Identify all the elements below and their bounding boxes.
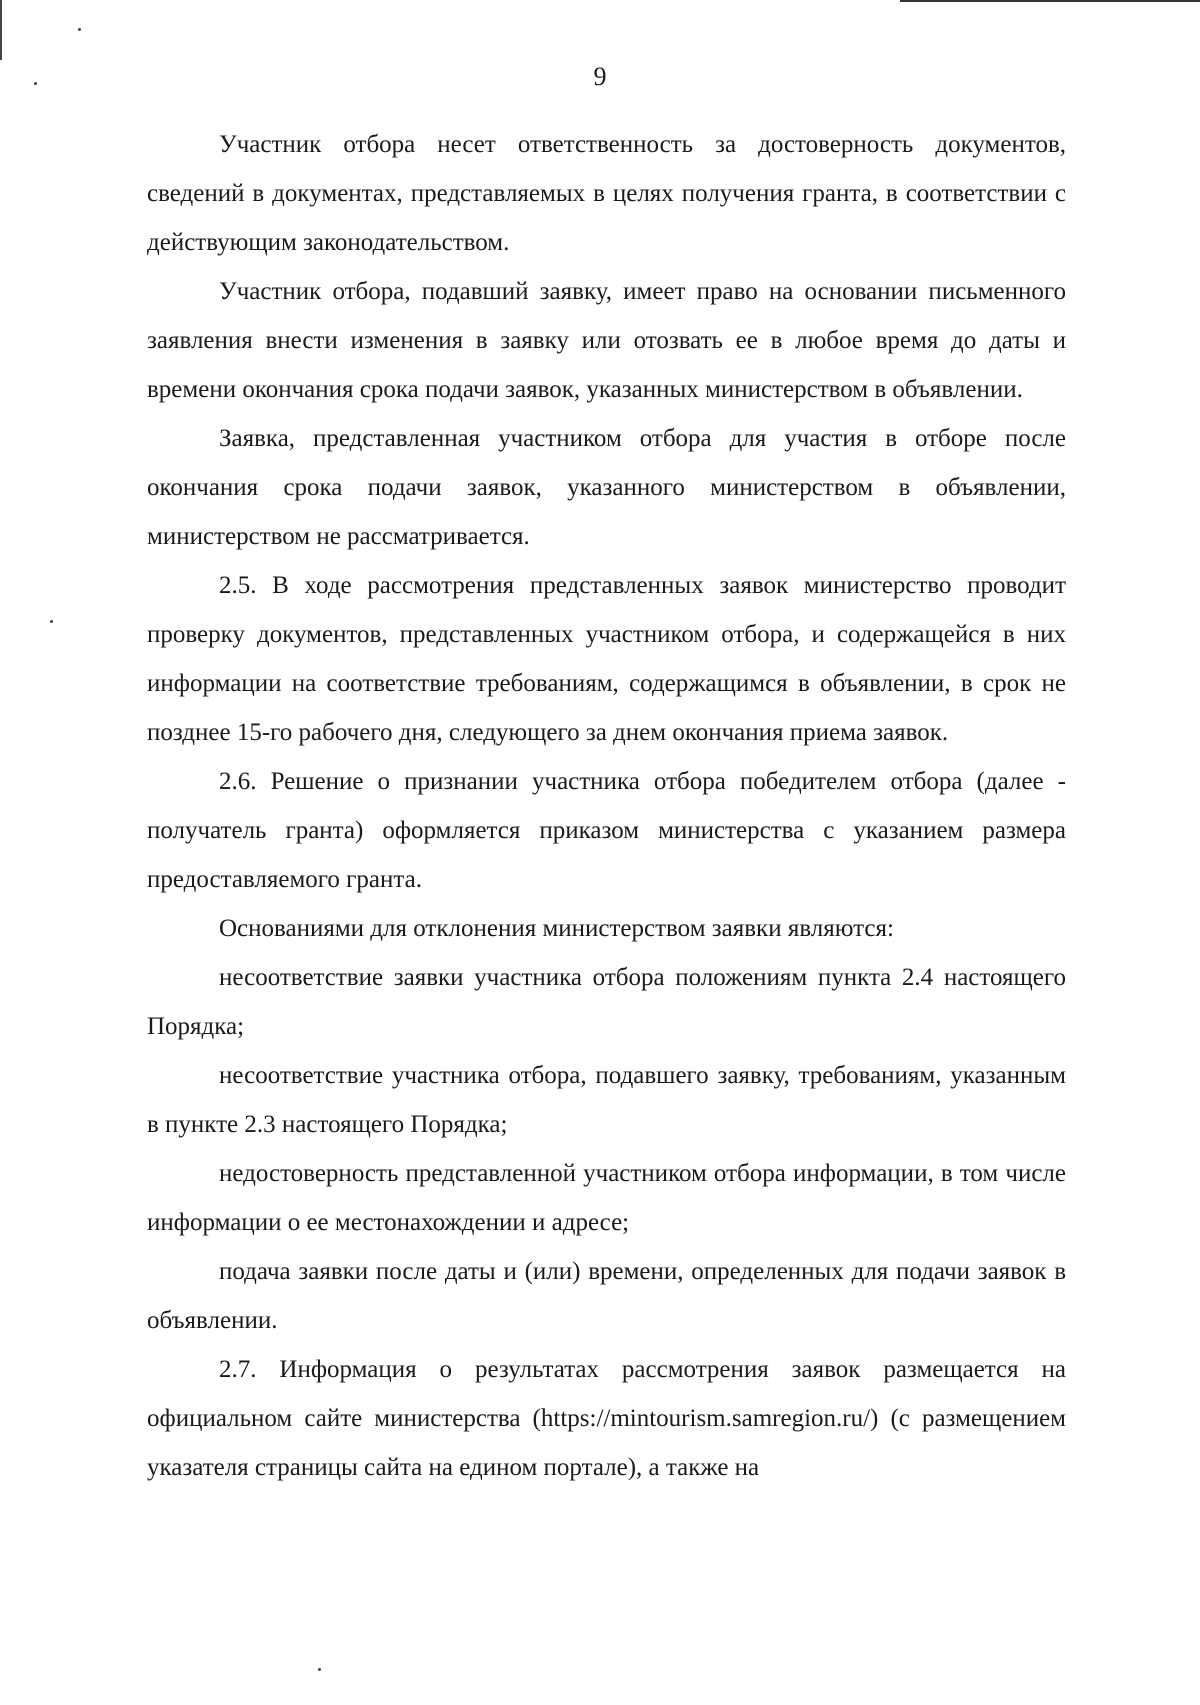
scan-speck xyxy=(50,620,53,623)
scan-speck xyxy=(318,1668,321,1671)
list-item-ground-4: подача заявки после даты и (или) времени, определенных для подачи заявок в объявлении. xyxy=(147,1258,1066,1334)
scan-speck xyxy=(78,28,81,31)
scan-edge-top xyxy=(900,0,1200,2)
scan-edge-left xyxy=(0,0,2,60)
paragraph-clause-2-5: 2.5. В ходе рассмотрения представленных заявок министерство проводит проверку документов, представленных участником отбора, и содержащейся в них информации на соответствие требованиям, содержащимся в объявлении, в срок не позднее 15-го рабочего дня, следующего за днем окончания приема заявок. xyxy=(147,572,1066,746)
document-body xyxy=(147,120,1066,1492)
paragraph-responsibility: Участник отбора несет ответственность за достоверность документов, сведений в документах, представляемых в целях получения гранта, в соответствии с действующим законодательством. xyxy=(147,131,1066,256)
paragraph-late-application: Заявка, представленная участником отбора для участия в отборе после окончания срока подачи заявок, указанного министерством в объявлении, министерством не рассматривается. xyxy=(147,425,1066,550)
list-item-ground-3: недостоверность представленной участником отбора информации, в том числе информации о ее местонахождении и адресе; xyxy=(147,1160,1066,1236)
paragraph-clause-2-6: 2.6. Решение о признании участника отбора победителем отбора (далее - получатель гранта) оформляется приказом министерства с указанием размера предоставляемого гранта. xyxy=(147,768,1066,893)
page-number: 9 xyxy=(593,62,607,91)
paragraph-application-changes: Участник отбора, подавший заявку, имеет право на основании письменного заявления внести изменения в заявку или отозвать ее в любое время до даты и времени окончания срока подачи заявок, указанных министерством в объявлении. xyxy=(147,278,1066,403)
list-item-ground-2: несоответствие участника отбора, подавшего заявку, требованиям, указанным в пункте 2.3 настоящего Порядка; xyxy=(147,1062,1066,1138)
paragraph-rejection-grounds: Основаниями для отклонения министерством заявки являются: xyxy=(219,915,894,942)
list-item-ground-1: несоответствие заявки участника отбора положениям пункта 2.4 настоящего Порядка; xyxy=(147,964,1066,1040)
paragraph-clause-2-7: 2.7. Информация о результатах рассмотрения заявок размещается на официальном сайте министерства (https://mintourism.samregion.ru/) (с размещением указателя страницы сайта на едином портале), а также на xyxy=(147,1356,1066,1481)
